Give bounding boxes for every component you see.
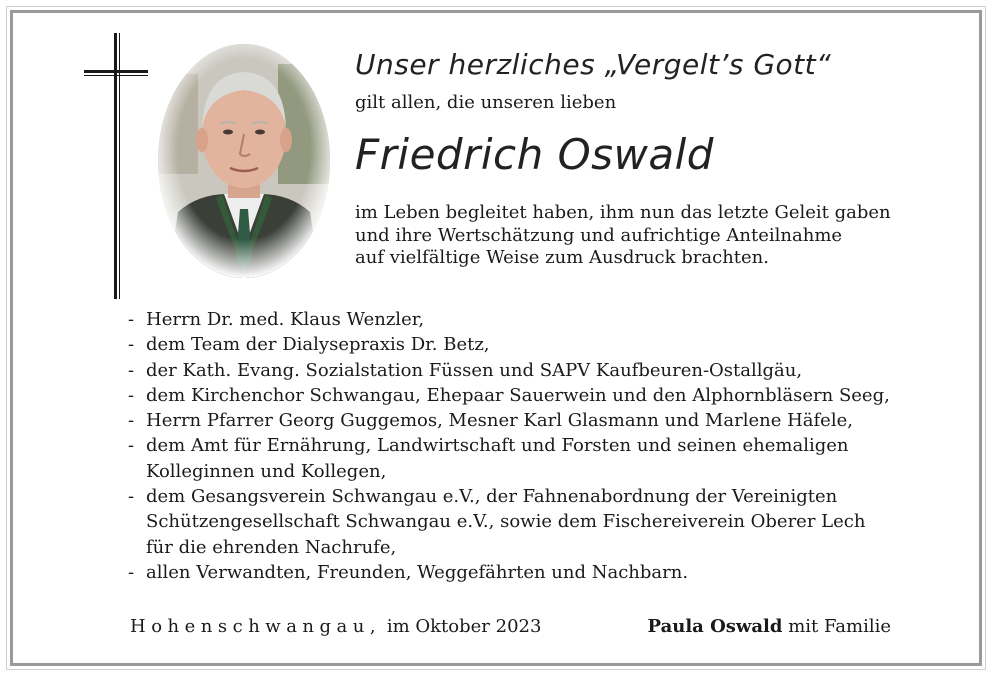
list-dash: - (128, 359, 135, 381)
list-item (128, 332, 890, 357)
list-dash: - (128, 435, 135, 457)
list-item (128, 307, 890, 332)
signer-name: Paula Oswald (647, 616, 783, 637)
list-item (128, 358, 890, 383)
list-item-line: Schützengesellschaft Schwangau e.V., sowie dem Fischereiverein Oberer Lech (146, 511, 866, 533)
list-dash: - (128, 384, 135, 406)
list-item-line: dem Amt für Ernährung, Landwirtschaft und Forsten und seinen ehemaligen (146, 435, 849, 457)
list-item-line: der Kath. Evang. Sozialstation Füssen und SAPV Kaufbeuren-Ostallgäu, (146, 359, 803, 381)
list-item (128, 484, 890, 560)
place-date (130, 616, 541, 637)
place: Hohenschwangau, (130, 616, 382, 637)
date: im Oktober 2023 (386, 616, 542, 637)
list-item-line: für die ehrenden Nachrufe, (146, 536, 397, 558)
intro-line: gilt allen, die unseren lieben (355, 92, 617, 113)
acknowledgement-paragraph (355, 202, 891, 270)
signer-suffix: mit Familie (788, 616, 891, 637)
list-item-line: allen Verwandten, Freunden, Weggefährten und Nachbarn. (146, 561, 689, 583)
cross-horizontal-line (84, 75, 148, 76)
list-dash: - (128, 309, 135, 330)
list-item-line: dem Kirchenchor Schwangau, Ehepaar Sauerwein und den Alphornbläsern Seeg, (146, 384, 890, 406)
list-dash: - (128, 486, 135, 508)
list-dash: - (128, 334, 135, 356)
list-item (128, 560, 890, 585)
thanks-heading: Unser herzliches „Vergelt’s Gott“ (355, 48, 832, 81)
deceased-name: Friedrich Oswald (355, 130, 714, 179)
thanks-list (128, 307, 890, 585)
list-item (128, 383, 890, 408)
paragraph-line: und ihre Wertschätzung und aufrichtige Anteilnahme (355, 224, 843, 246)
paragraph-line: auf vielfältige Weise zum Ausdruck brachten. (355, 247, 769, 268)
portrait-photo (158, 44, 330, 278)
list-item-line: Herrn Dr. med. Klaus Wenzler, (146, 309, 425, 330)
cross-horizontal-bar (84, 70, 148, 73)
signature (648, 616, 891, 637)
paragraph-line: im Leben begleitet haben, ihm nun das letzte Geleit gaben (355, 202, 891, 223)
list-item-line: Kolleginnen und Kollegen, (146, 460, 387, 482)
list-item-line: Herrn Pfarrer Georg Guggemos, Mesner Karl Glasmann und Marlene Häfele, (146, 410, 853, 432)
list-item (128, 408, 890, 433)
list-dash: - (128, 410, 135, 432)
list-item-line: dem Team der Dialysepraxis Dr. Betz, (146, 334, 490, 356)
list-item-line: dem Gesangsverein Schwangau e.V., der Fahnenabordnung der Vereinigten (146, 486, 838, 508)
list-dash: - (128, 561, 135, 583)
list-item (128, 433, 890, 484)
